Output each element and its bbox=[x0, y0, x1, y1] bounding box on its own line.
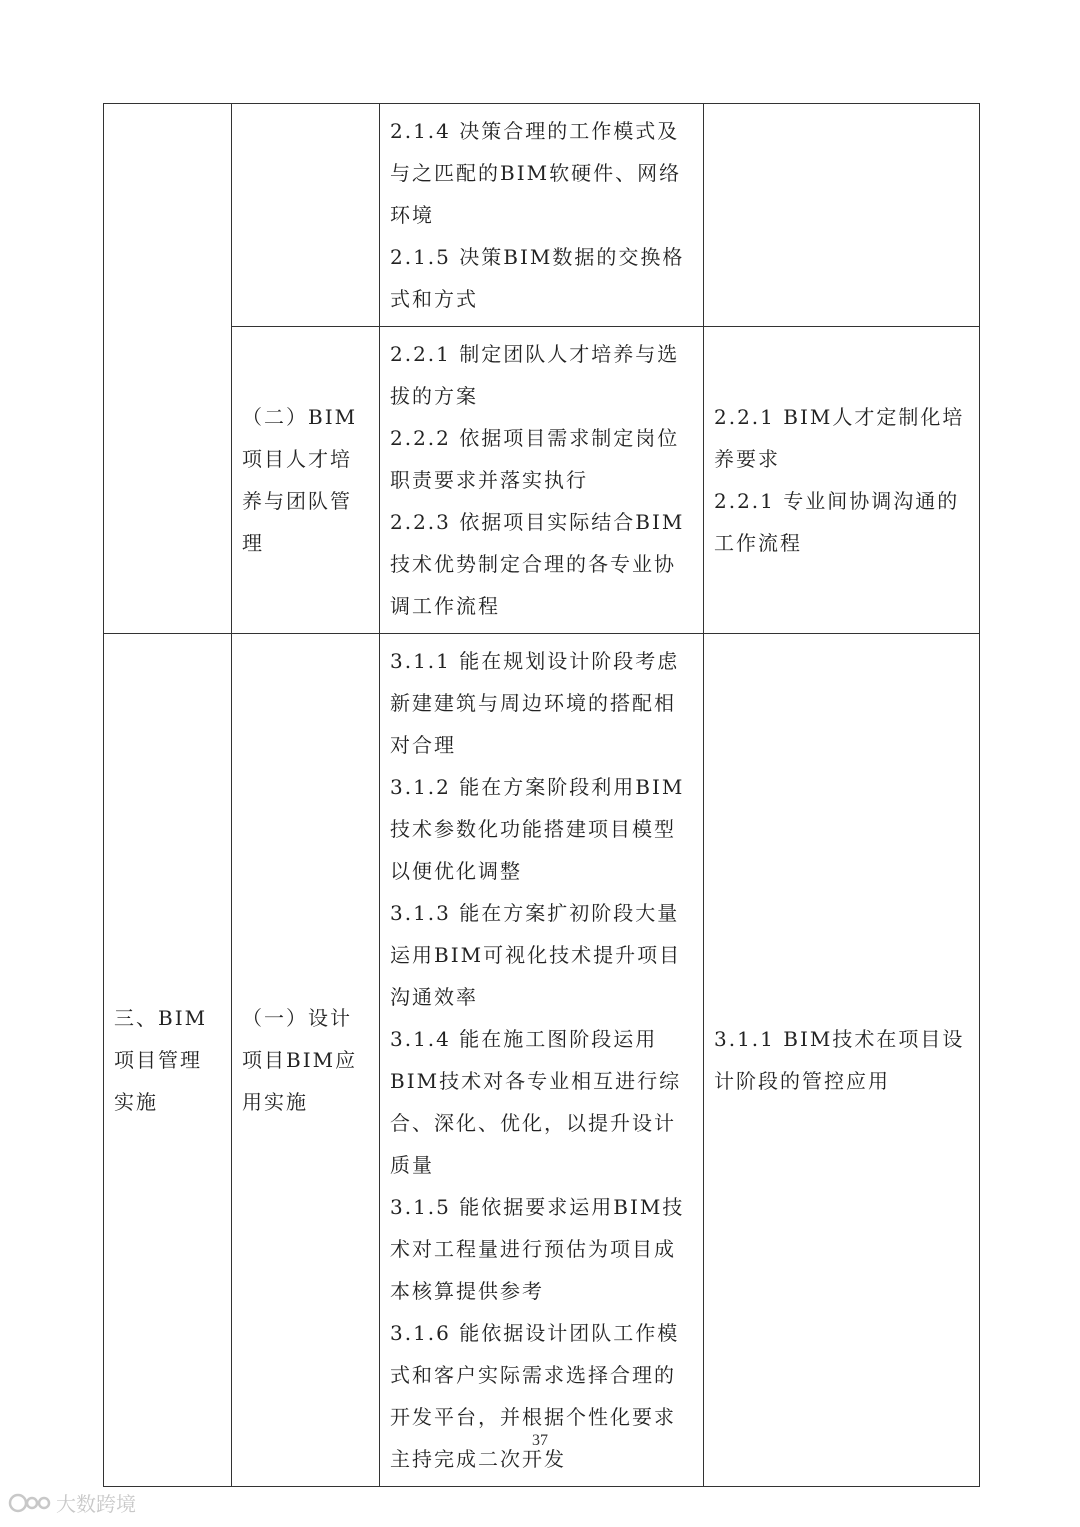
knowledge-item: 2.2.1 专业间协调沟通的工作流程 bbox=[714, 489, 960, 555]
table-cell-knowledge bbox=[704, 634, 980, 1487]
table-row bbox=[104, 327, 980, 634]
content-table bbox=[103, 103, 980, 1487]
table-cell-category bbox=[104, 634, 232, 1487]
table-cell-content bbox=[380, 634, 704, 1487]
table-row bbox=[104, 104, 980, 327]
table-cell-subcategory bbox=[232, 327, 380, 634]
content-item: 3.1.1 能在规划设计阶段考虑新建建筑与周边环境的搭配相对合理 bbox=[390, 649, 680, 757]
content-item: 2.2.1 制定团队人才培养与选拔的方案 bbox=[390, 342, 680, 408]
table-cell-subcategory bbox=[232, 634, 380, 1487]
watermark bbox=[8, 1488, 136, 1517]
content-item: 2.2.3 依据项目实际结合BIM技术优势制定合理的各专业协调工作流程 bbox=[390, 510, 685, 618]
table-cell-content bbox=[380, 327, 704, 634]
table-cell-empty bbox=[104, 104, 232, 634]
subcategory-label: （一）设计项目BIM应用实施 bbox=[242, 1006, 358, 1114]
content-item: 2.1.4 决策合理的工作模式及与之匹配的BIM软硬件、网络环境 bbox=[390, 119, 682, 227]
watermark-text: 大数跨境 bbox=[56, 1492, 136, 1516]
content-item: 2.1.5 决策BIM数据的交换格式和方式 bbox=[390, 245, 685, 311]
table-cell-content bbox=[380, 104, 704, 327]
brand-logo-icon bbox=[8, 1491, 52, 1515]
table-cell-knowledge bbox=[704, 327, 980, 634]
table-cell-empty bbox=[232, 104, 380, 327]
content-item: 3.1.3 能在方案扩初阶段大量运用BIM可视化技术提升项目沟通效率 bbox=[390, 901, 682, 1009]
content-item: 2.2.2 依据项目需求制定岗位职责要求并落实执行 bbox=[390, 426, 680, 492]
subcategory-label: （二）BIM项目人才培养与团队管理 bbox=[242, 405, 358, 555]
content-item: 3.1.2 能在方案阶段利用BIM技术参数化功能搭建项目模型以便优化调整 bbox=[390, 775, 685, 883]
knowledge-item: 3.1.1 BIM技术在项目设计阶段的管控应用 bbox=[714, 1027, 965, 1093]
knowledge-item: 2.2.1 BIM人才定制化培养要求 bbox=[714, 405, 965, 471]
content-item: 3.1.6 能依据设计团队工作模式和客户实际需求选择合理的开发平台，并根据个性化要求主持完成二次开发 bbox=[390, 1321, 680, 1471]
content-item: 3.1.5 能依据要求运用BIM技术对工程量进行预估为项目成本核算提供参考 bbox=[390, 1195, 685, 1303]
content-item: 3.1.4 能在施工图阶段运用BIM技术对各专业相互进行综合、深化、优化，以提升设计质量 bbox=[390, 1027, 682, 1177]
table-cell-empty bbox=[704, 104, 980, 327]
page-number: 37 bbox=[532, 1432, 548, 1449]
table-row bbox=[104, 634, 980, 1487]
category-label: 三、BIM项目管理实施 bbox=[114, 1006, 208, 1114]
